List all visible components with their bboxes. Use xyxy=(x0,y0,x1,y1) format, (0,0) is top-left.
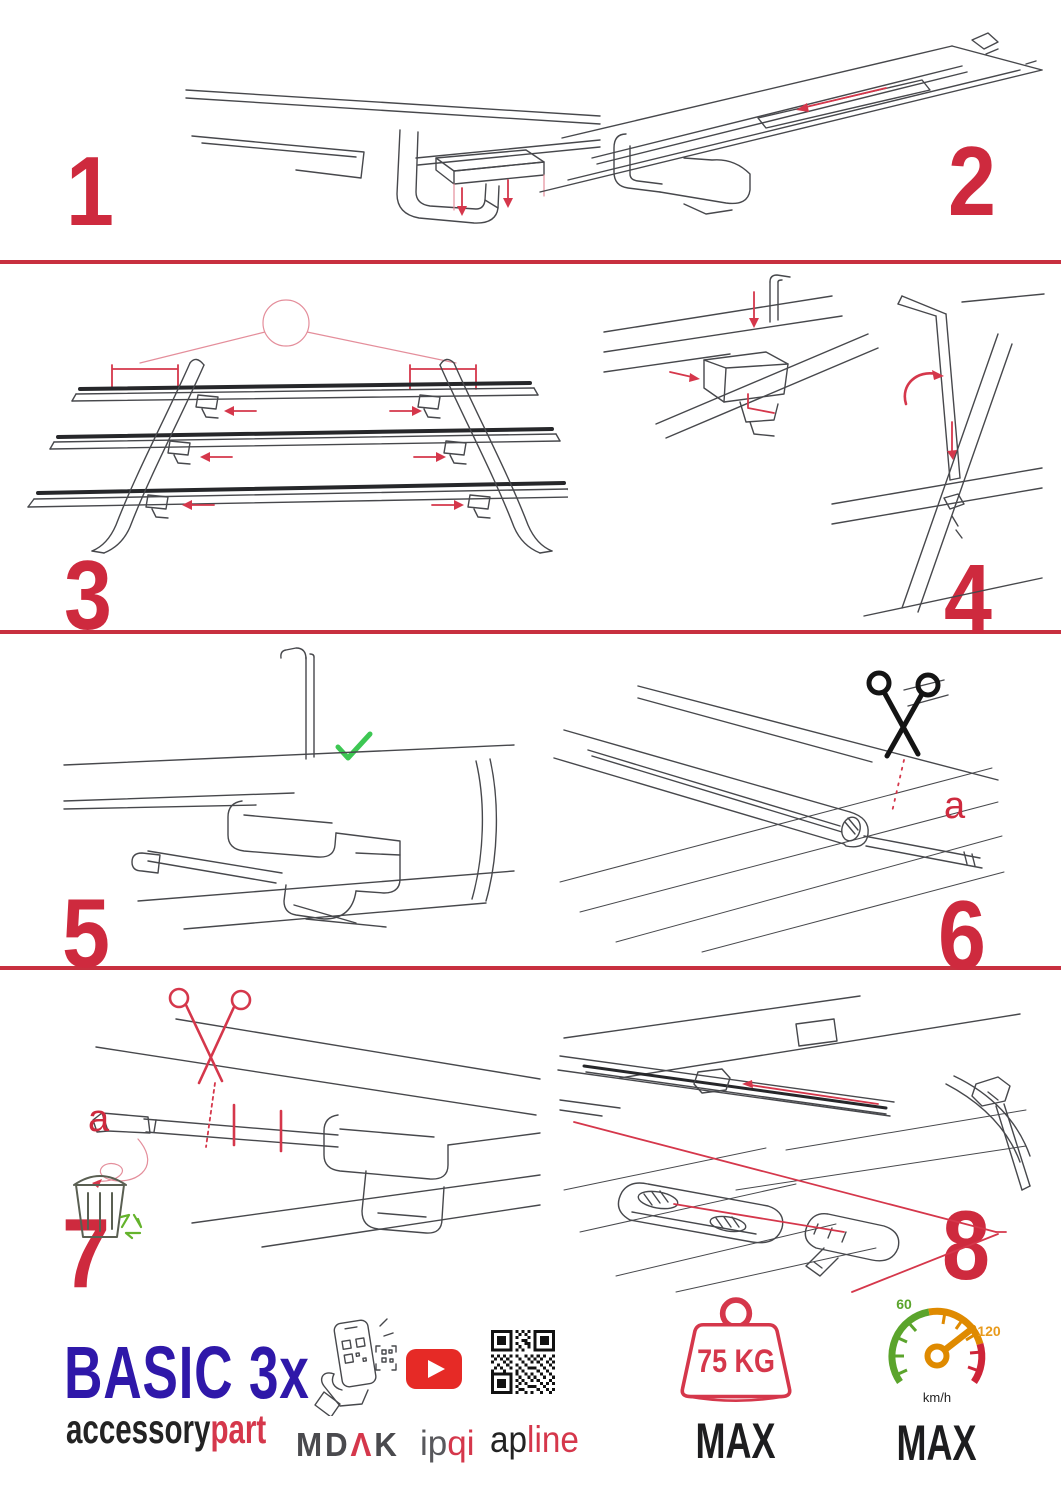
hex-key-insert xyxy=(749,275,790,328)
brand-part-black: accessory xyxy=(66,1406,211,1452)
apline-black: ap xyxy=(490,1419,528,1460)
hex-key-turn xyxy=(898,296,960,480)
qr-code xyxy=(491,1330,555,1394)
ipqi-red: qi xyxy=(447,1424,475,1463)
section-divider-1 xyxy=(0,260,1061,264)
slide-arrow xyxy=(796,88,886,112)
speed-low-label: 60 xyxy=(896,1296,912,1312)
mdak-pre: MD xyxy=(296,1426,351,1463)
step-5-illustration xyxy=(56,643,521,955)
step-8-illustration xyxy=(556,980,1031,1300)
weight-limit-value: 75 KG xyxy=(697,1343,775,1380)
weight-limit-icon xyxy=(664,1296,808,1412)
brand-part-red: part xyxy=(210,1406,267,1452)
speed-unit-label: km/h xyxy=(922,1390,952,1405)
callout-lines xyxy=(574,1080,1006,1300)
youtube-icon xyxy=(406,1349,462,1389)
product-name: BASIC 3x xyxy=(64,1331,310,1414)
step-6-illustration xyxy=(552,650,1007,955)
step-8-number: 8 xyxy=(942,1190,990,1300)
apline-red: line xyxy=(527,1419,579,1460)
speed-max-label: MAX xyxy=(896,1415,977,1471)
step-4-number: 4 xyxy=(944,544,992,654)
step-4-illustration xyxy=(600,272,1045,624)
mdak-caret: Λ xyxy=(350,1426,375,1463)
step-5-number: 5 xyxy=(62,878,110,988)
speed-high-label: 120 xyxy=(977,1323,1001,1339)
cut-point-label: a xyxy=(88,1098,110,1140)
speedometer-icon xyxy=(870,1294,1004,1412)
step-1-number: 1 xyxy=(66,136,114,246)
trash-recycle-icon xyxy=(74,1176,141,1238)
ipqi-logo xyxy=(420,1424,475,1464)
hex-key-seated xyxy=(281,648,314,759)
step-3-illustration xyxy=(18,283,568,573)
mdak-logo xyxy=(296,1426,400,1464)
section-divider-3 xyxy=(0,966,1061,970)
scissors-icon xyxy=(869,673,938,756)
mdak-post: K xyxy=(374,1426,400,1463)
checkmark-icon xyxy=(338,734,370,758)
equal-spacing-annotation xyxy=(112,300,476,389)
phone-qr-scan-icon xyxy=(306,1316,400,1416)
step-6-number: 6 xyxy=(938,880,986,990)
brand-wordmark xyxy=(66,1406,266,1453)
step-3-number: 3 xyxy=(64,540,112,650)
t-bolt-endcap xyxy=(805,1214,898,1276)
apline-logo xyxy=(490,1419,579,1461)
ipqi-gray: ip xyxy=(420,1424,448,1463)
step-2-illustration xyxy=(534,6,1054,258)
step-7-illustration xyxy=(36,983,541,1251)
cut-point-label: a xyxy=(944,785,966,827)
section-divider-2 xyxy=(0,630,1061,634)
step-7-number: 7 xyxy=(62,1198,110,1308)
weight-max-label: MAX xyxy=(695,1413,776,1469)
position-arrows xyxy=(182,406,464,510)
step-2-number: 2 xyxy=(948,126,996,236)
